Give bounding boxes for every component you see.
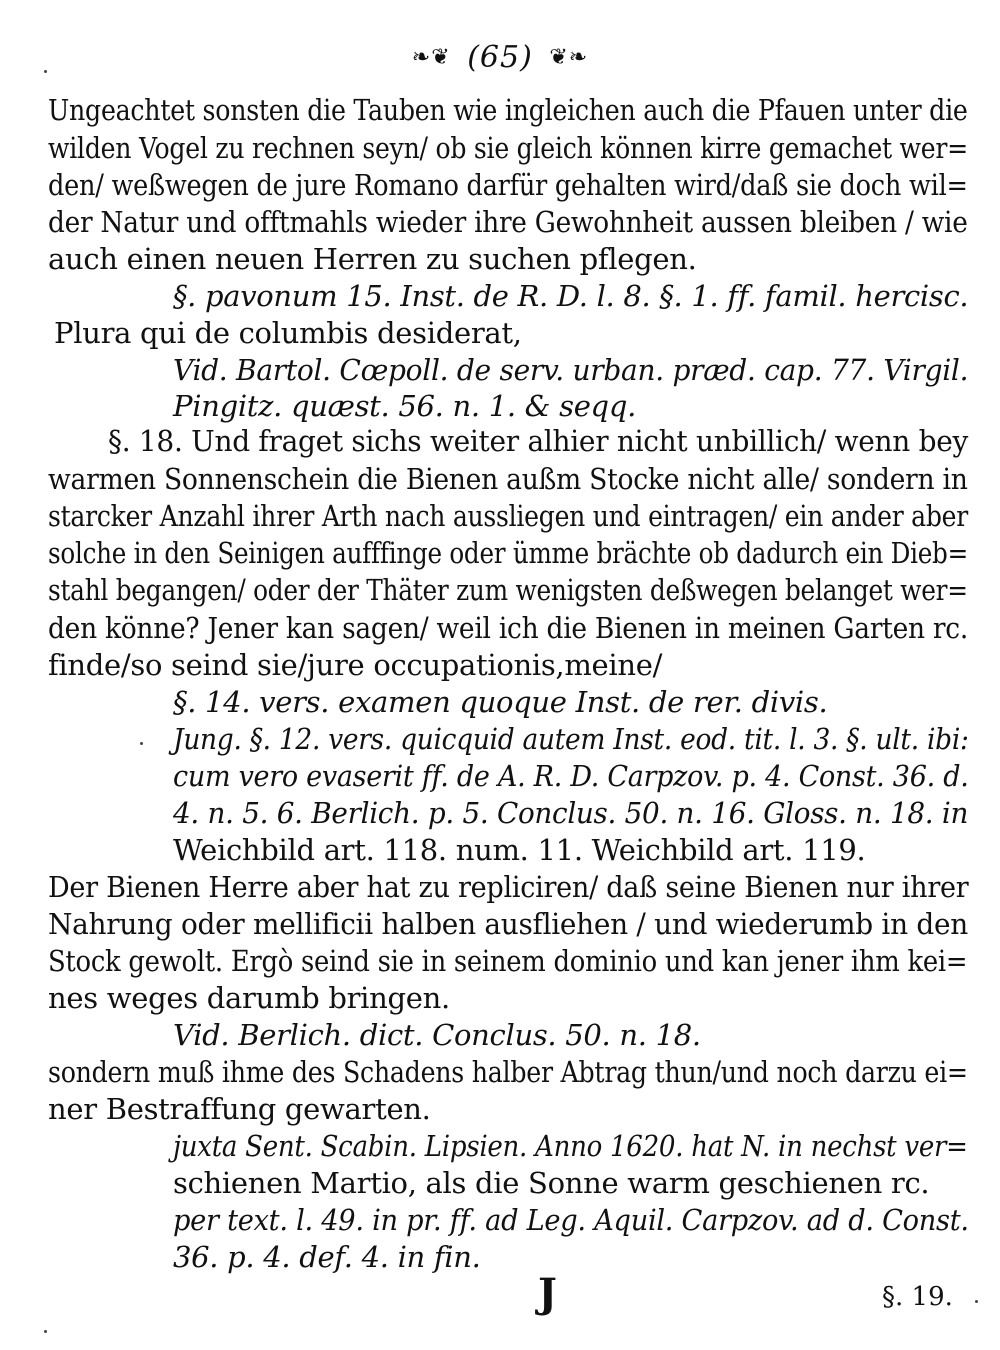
text-line: Stock gewolt. Ergò seind sie in seinem dominio und kan jener ihm kei= [48,944,968,978]
print-speck [140,742,143,745]
text-line: sondern muß ihme des Schadens halber Abtrag thun/und noch darzu ei= [48,1055,968,1089]
text-line: ner Bestraffung gewarten. [48,1092,431,1126]
citation-line: Vid. Berlich. dict. Conclus. 50. n. 18. [173,1018,701,1052]
text-line: solche in den Seinigen aufffinge oder ümme brächte ob dadurch ein Dieb= [48,536,968,570]
text-line: der Natur und offtmahls wieder ihre Gewohnheit aussen bleiben / wie [48,205,968,239]
citation-line: Jung. §. 12. vers. quicquid autem Inst. eod. tit. l. 3. §. ult. ibi: [173,722,969,756]
text-line: wilden Vogel zu rechnen seyn/ ob sie gleich können kirre gemachet wer= [48,131,968,165]
ornament-right-icon: ❦❧ [549,45,589,70]
citation-line: §. 14. vers. examen quoque Inst. de rer. divis. [173,685,828,719]
citation-line: Pingitz. quæst. 56. n. 1. & seqq. [173,389,637,423]
text-line: den könne? Jener kan sagen/ weil ich die Bienen in meinen Garten rc. [48,611,968,645]
citation-line: 36. p. 4. def. 4. in fin. [173,1240,481,1274]
text-line: Nahrung oder mellificii halben ausfliehen / und wiederumb in den [48,907,968,941]
citation-line: 4. n. 5. 6. Berlich. p. 5. Conclus. 50. n. 16. Gloss. n. 18. in [173,796,969,830]
text-line: den/ weßwegen de jure Romano darfür gehalten wird/daß sie doch wil= [48,168,968,202]
text-line: starcker Anzahl ihrer Arth nach aussliegen und eintragen/ ein ander aber [48,499,968,533]
text-line: auch einen neuen Herren zu suchen pflegen. [48,242,697,276]
citation-line: per text. l. 49. in pr. ff. ad Leg. Aquil. Carpzov. ad d. Const. [173,1203,969,1237]
text-line: finde/so seind sie/jure occupationis,meine/ [48,648,663,682]
citation-line: cum vero evaserit ff. de A. R. D. Carpzov. p. 4. Const. 36. d. [173,759,969,793]
citation-line: juxta Sent. Scabin. Lipsien. Anno 1620. hat N. in nechst ver= [173,1129,968,1163]
print-speck [44,70,47,73]
ornament-left-icon: ❧❦ [411,45,451,70]
page-number: (65) [467,40,533,75]
citation-line: Vid. Bartol. Cœpoll. de serv. urban. præd. cap. 77. Virgil. [173,353,969,387]
text-line: Der Bienen Herre aber hat zu repliciren/ daß seine Bienen nur ihrer [48,870,969,904]
text-line: nes weges darumb bringen. [48,981,450,1015]
citation-line: Weichbild art. 118. num. 11. Weichbild art. 119. [173,833,866,867]
citation-line: schienen Martio, als die Sonne warm geschienen rc. [173,1166,930,1200]
catchword: §. 19. [882,1282,953,1312]
page-header [0,42,1000,73]
text-line: Ungeachtet sonsten die Tauben wie ingleichen auch die Pfauen unter die [48,93,968,127]
print-speck [44,1330,47,1333]
paragraph-start-line: §. 18. Und fraget sichs weiter alhier nicht unbillich/ wenn bey [108,424,969,458]
signature-mark: J [538,1270,557,1317]
print-speck [975,1300,978,1303]
text-line: warmen Sonnenschein die Bienen außm Stocke nicht alle/ sondern in [48,462,968,496]
text-line: stahl begangen/ oder der Thäter zum wenigsten deßwegen belanget wer= [48,573,968,607]
citation-line: §. pavonum 15. Inst. de R. D. l. 8. §. 1. ff. famil. hercisc. [173,279,969,313]
text-line: Plura qui de columbis desiderat, [54,316,522,350]
